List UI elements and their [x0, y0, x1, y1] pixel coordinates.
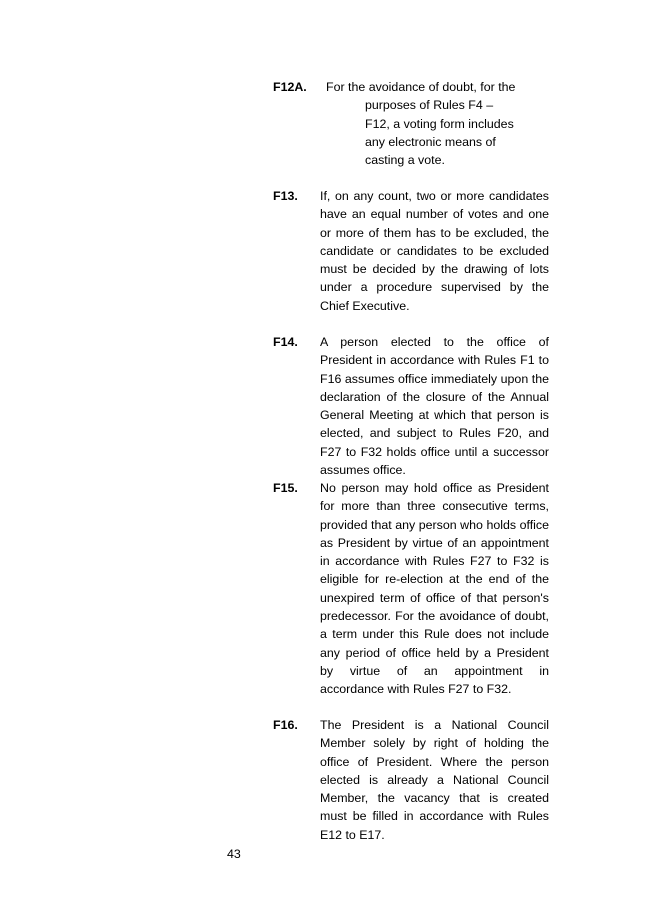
rule-text: The President is a National Council Member solely by right of holding the office of President. Where the person elected is already a National Council Member, the vacancy that is created must be filled in accordance with Rules E12 to E17.: [320, 718, 549, 842]
rule-text-continuation: purposes of Rules F4 – F12, a voting form includes any electronic means of casting a vote.: [365, 98, 514, 168]
page-number: 43: [227, 847, 241, 861]
rule-number: F14.: [273, 335, 298, 349]
rule-text: No person may hold office as President for more than three consecutive terms, provided that any person who holds office as President by virtue of an appointment in accordance with Rules F27 to F32 is eligible for re-election at the end of the unexpired term of office of that person's predecessor. For the avoidance of doubt, a term under this Rule does not include any period of office held by a President by virtue of an appointment in accordance with Rules F27 to F32.: [320, 481, 549, 697]
rule-number: F15.: [273, 481, 298, 495]
rule-number: F12A.: [273, 80, 307, 94]
rule-number: F16.: [273, 718, 298, 732]
rule-text: If, on any count, two or more candidates have an equal number of votes and one or more of them has to be excluded, the candidate or candidates to be excluded must be decided by the drawing of lots under a procedure supervised by the Chief Executive.: [320, 189, 549, 313]
rule-number: F13.: [273, 189, 298, 203]
rule-text: [326, 78, 521, 169]
rule-text: A person elected to the office of President in accordance with Rules F1 to F16 assumes office immediately upon the declaration of the closure of the Annual General Meeting at which that person is elected, and subject to Rules F20, and F27 to F32 holds office until a successor assumes office.: [320, 335, 549, 478]
rule-text-first-line: For the avoidance of doubt, for the: [326, 80, 516, 94]
